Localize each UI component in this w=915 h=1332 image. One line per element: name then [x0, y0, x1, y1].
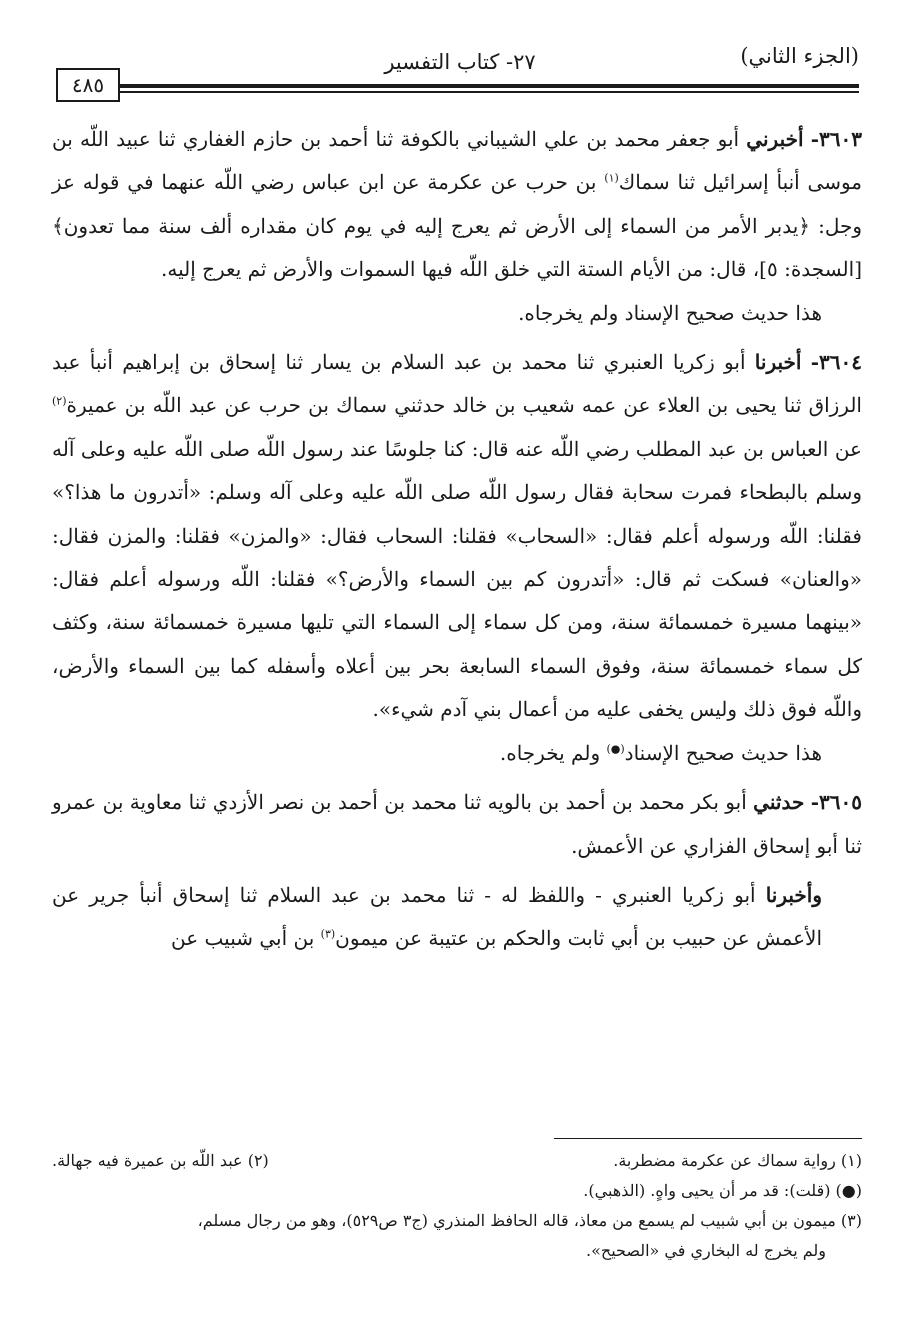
footnote-dot: (●) (قلت): قد مر أن يحيى واهٍ. (الذهبي).	[583, 1181, 862, 1200]
narration-keyword: وأخبرنا	[765, 882, 822, 907]
hadith-text: بن حرب عن عكرمة عن ابن عباس رضي اللّه عنهما في قوله عز وجل: ﴿يدبر الأمر من السماء إلى الأرض ثم يعرج إليه في يوم كان مقداره ألف سنة مما تعدون﴾ [السجدة: ٥]، قال: من الأيام الستة التي خلق اللّه فيها السموات والأرض ثم يعرج إليه.	[52, 170, 862, 282]
header-rule-thin	[118, 91, 859, 93]
grading-text: هذا حديث صحيح الإسناد	[624, 740, 822, 765]
footnote-ref: (●)	[606, 742, 625, 756]
book-title: ٢٧- كتاب التفسير	[384, 50, 536, 74]
footnote-3-continued: ولم يخرج له البخاري في «الصحيح».	[586, 1241, 826, 1260]
hadith-text: أبو زكريا العنبري - واللفظ له - ثنا محمد بن عبد السلام ثنا إسحاق أنبأ جرير عن الأعمش عن حبيب بن أبي ثابت والحكم بن عتيبة عن ميمون	[52, 882, 822, 951]
volume-label: (الجزء الثاني)	[740, 44, 859, 68]
hadith-3605-second-chain	[52, 874, 862, 961]
footnote-3: (٣) ميمون بن أبي شبيب لم يسمع من معاذ، قاله الحافظ المنذري (ج٣ ص٥٢٩)، وهو من رجال مسلم،	[197, 1211, 862, 1230]
hadith-text: أبو جعفر محمد بن علي الشيباني بالكوفة ثنا أحمد بن حازم الغفاري ثنا عبيد اللّه بن موسى أنبأ إسرائيل ثنا سماك	[52, 127, 863, 195]
hadith-text: أبو بكر محمد بن أحمد بن بالويه ثنا محمد بن أحمد بن نصر الأزدي ثنا معاوية بن عمرو ثنا أبو إسحاق الفزاري عن الأعمش.	[52, 790, 862, 858]
footnote-row	[52, 1146, 862, 1176]
header-rule-thick	[118, 84, 859, 88]
footnote-1: (١) رواية سماك عن عكرمة مضطربة.	[613, 1151, 862, 1170]
footnote-2: (٢) عبد اللّه بن عميرة فيه جهالة.	[52, 1151, 269, 1170]
footnote-rule	[554, 1138, 862, 1139]
narration-keyword: حدثني	[753, 790, 805, 815]
hadith-text: أبو زكريا العنبري ثنا محمد بن عبد السلام بن يسار ثنا إسحاق بن إبراهيم أنبأ عبد الرزاق ثنا يحيى بن العلاء عن عمه شعيب بن خالد حدثني سماك بن حرب عن عبد اللّه بن عميرة	[52, 350, 862, 418]
grading-3604	[52, 732, 862, 775]
narration-keyword: أخبرني	[746, 127, 804, 151]
footnote-ref: (٣)	[320, 927, 336, 941]
hadith-text: عن العباس بن عبد المطلب رضي اللّه عنه قال: كنا جلوسًا عند رسول اللّه صلى اللّه عليه وعلى آله وسلم بالبطحاء فمرت سحابة فقال رسول اللّه صلى اللّه عليه وعلى آله وسلم: «أتدرون ما هذا؟» فقلنا: اللّه ورسوله أعلم فقال: «السحاب» فقلنا: السحاب فقال: «والمزن» فقلنا: والمزن فقال: «والعنان» فسكت ثم قال: «أتدرون كم بين السماء والأرض؟» فقلنا: اللّه ورسوله أعلم فقال: «بينهما مسيرة خمسمائة سنة، ومن كل سماء إلى السماء التي تليها مسيرة خمسمائة سنة، وكثف كل سماء خمسمائة سنة، وفوق السماء السابعة بحر بين أعلاه وأسفله كما بين السماء والأرض، واللّه فوق ذلك وليس يخفى عليه من أعمال بني آدم شيء».	[52, 436, 862, 722]
main-text	[52, 118, 862, 961]
page-number: ٤٨٥	[56, 68, 120, 102]
hadith-text: بن أبي شبيب عن	[171, 926, 315, 951]
footnote-ref: (٢)	[52, 394, 67, 408]
hadith-3603	[52, 118, 862, 292]
narration-keyword: أخبرنا	[754, 350, 802, 375]
hadith-3605	[52, 781, 862, 868]
hadith-number: ٣٦٠٣-	[810, 127, 862, 151]
grading-text: ولم يخرجاه.	[499, 740, 601, 765]
hadith-3604	[52, 341, 862, 732]
hadith-number: ٣٦٠٤-	[810, 350, 863, 375]
grading-3603: هذا حديث صحيح الإسناد ولم يخرجاه.	[518, 300, 822, 325]
footnote-ref: (١)	[604, 171, 619, 185]
hadith-number: ٣٦٠٥-	[810, 790, 862, 815]
footnotes	[52, 1146, 862, 1266]
